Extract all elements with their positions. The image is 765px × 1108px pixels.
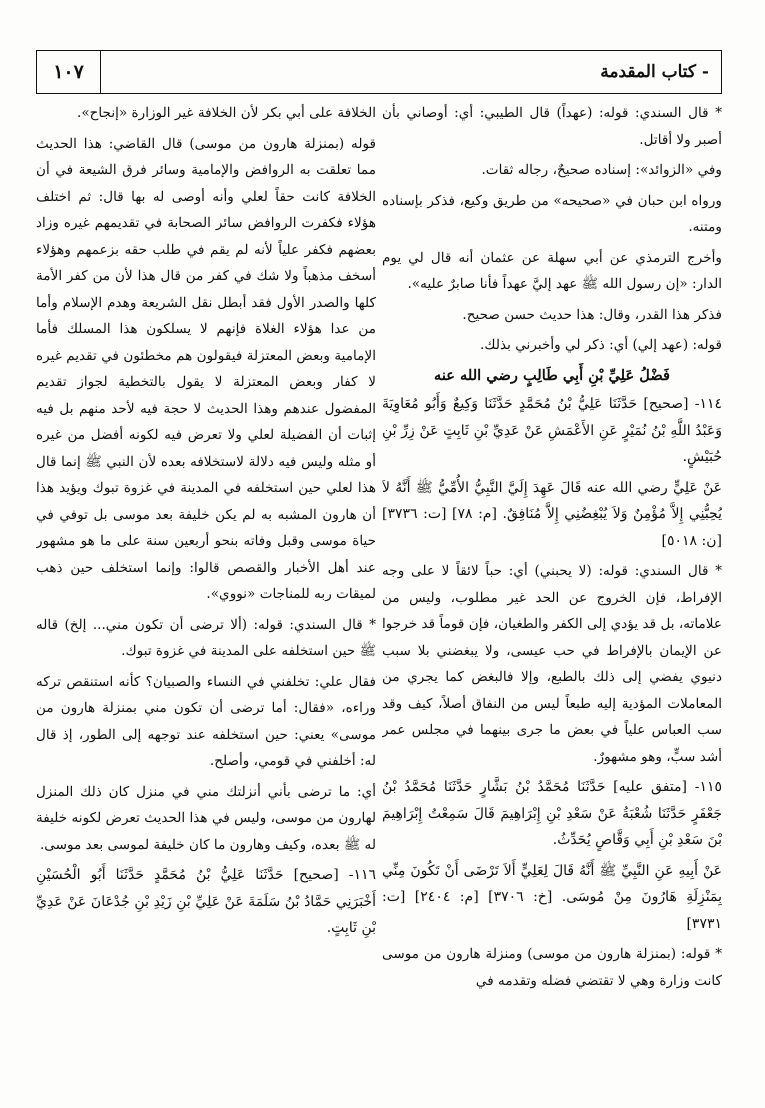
page-header <box>36 50 722 94</box>
hadith-chain: ١١٦- [صحيح] حَدَّثَنَا عَلِيُّ بْنُ مُحَمَّدٍ حَدَّثَنَا أَبُو الْحُسَيْنِ أَخْبَرَنِي حَمَّادُ بْنُ سَلَمَةَ عَنْ عَلِيِّ بْنِ زَيْدِ بْنِ جُدْعَانَ عَنْ عَدِيِّ بْنِ ثَابِتٍ. <box>36 867 376 936</box>
page-number: ١٠٧ <box>37 51 101 93</box>
commentary-paragraph: وفي «الزوائد»: إسناده صحيحٌ، رجاله ثقات. <box>481 162 722 178</box>
chapter-title: - كتاب المقدمة <box>600 62 709 82</box>
commentary-paragraph: فذكر هذا القدر، وقال: هذا حديث حسن صحيح. <box>462 306 722 323</box>
hadith-text: عَنْ عَلِيٍّ رضي الله عنه قَالَ عَهِدَ إِلَيَّ النَّبِيُّ الأُمِّيُّ ﷺ أَنَّهُ لاَ يُحِبُّنِي إِلاَّ مُؤْمِنٌ وَلاَ يُبْغِضُنِي إِلاَّ مُنَافِقٌ. [م: ٧٨] [ت: ٣٧٣٦] [ن: ٥٠١٨] <box>382 479 722 549</box>
commentary-paragraph: قوله: (عهد إلي) أي: ذكر لي وأخبرني بذلك. <box>480 337 722 353</box>
commentary-paragraph: الخلافة على أبي بكر لأن الخلافة غير الوزارة «إنجاح». <box>77 105 376 121</box>
right-column <box>382 100 722 1085</box>
commentary-paragraph: وأخرج الترمذي عن أبي سهلة عن عثمان أنه قال لي يوم الدار: «إن رسول الله ﷺ عهد إليَّ عهداً فأنا صابرٌ عليه». <box>382 249 722 292</box>
commentary-paragraph: فقال علي: تخلفني في النساء والصبيان؟ كأنه استنقص تركه وراءه، «فقال: أما ترضى أن تكون مني بمنزلة هارون من موسى» يعني: حين استخلفه عند توجهه إلى الطور، إذ قال له: أخلفني في قومي، وأصلح. <box>36 673 376 769</box>
commentary-paragraph: ورواه ابن حبان في «صحيحه» من طريق وكيع، فذكر بإسناده ومتنه. <box>382 192 722 235</box>
commentary-paragraph: أي: ما ترضى بأني أنزلتك مني في منزل كان ذلك المنزل لهارون من موسى، وليس في هذا الحديث تعرض لكونه خليفة له ﷺ بعده، وكيف وهارون ما كان خليفة لموسى بعد موسى. <box>36 783 376 853</box>
section-heading: فَضْلُ عَلِيِّ بْنِ أَبِي طَالِبٍ رضي الله عنه <box>434 366 670 384</box>
hadith-text: عَنْ أَبِيهِ عَنِ النَّبِيِّ ﷺ أَنَّهُ قَالَ لِعَلِيٍّ أَلاَ تَرْضَى أَنْ تَكُونَ مِنِّي بِمَنْزِلَةِ هَارُونَ مِنْ مُوسَى. [خ: ٣٧٠٦] [م: ٢٤٠٤] [ت: ٣٧٣١] <box>382 862 722 932</box>
commentary-paragraph: * قال السندي: قوله: (لا يحبني) أي: حباً لائقاً لا على وجه الإفراط، فإن الخروج عن الحد غير مطلوب، وليس من علاماته، بل قد يؤدي إلى الكفر والطغيان، فإن قوماً قد خرجوا عن الإيمان بالإفراط في حب عيسى، ولا يبغضني بلا سبب دنيوي يفضي إلى ذلك بالطبع، وإلا فالبغض كما يجري من المعاملات المؤدية إليه طبعاً ليس من النفاق أصلاً، كيف وقد سب العباس علياً في بعض ما جرى بينهما في مجلس عمر أشد سبٍّ، وهو مشهورٌ. <box>382 563 722 765</box>
hadith-chain: ١١٤- [صحيح] حَدَّثَنَا عَلِيُّ بْنُ مُحَمَّدٍ حَدَّثَنَا وَكِيعٌ وَأَبُو مُعَاوِيَةَ وَعَبْدُ اللَّهِ بْنُ نُمَيْرٍ عَنِ الأَعْمَشِ عَنْ عَدِيِّ بْنِ ثَابِتٍ عَنْ زِرِّ بْنِ حُبَيْشٍ. <box>382 396 722 465</box>
left-column <box>36 100 376 1085</box>
hadith-chain: ١١٥- [متفق عليه] حَدَّثَنَا مُحَمَّدُ بْنُ بَشَّارٍ حَدَّثَنَا مُحَمَّدُ بْنُ جَعْفَرٍ حَدَّثَنَا شُعْبَةُ عَنْ سَعْدِ بْنِ إِبْرَاهِيمَ قَالَ سَمِعْتُ إِبْرَاهِيمَ بْنَ سَعْدِ بْنِ أَبِي وَقَّاصٍ يُحَدِّثُ. <box>382 779 722 848</box>
commentary-paragraph: * قال السندي: قوله: (ألا ترضى أن تكون مني... إلخ) قاله ﷺ حين استخلفه على المدينة في غزوة تبوك. <box>36 616 376 659</box>
commentary-paragraph: قوله (بمنزلة هارون من موسى) قال القاضي: هذا الحديث مما تعلقت به الروافض والإمامية وسائر فرق الشيعة في أن الخلافة كانت حقاً لعلي وأنه أوصى له بها قال: ثم اختلف هؤلاء فكفرت الروافض سائر الصحابة في تقديمهم غيره وزاد بعضهم فكفر علياً لأنه لم يقم في طلب حقه بزعمهم وهؤلاء أسخف مذهباً ولا شك في كفر من قال هذا لأن من كفر الأمة كلها والصدر الأول فقد أبطل نقل الشريعة وهدم الإسلام وأما من عدا هؤلاء الغلاة فإنهم لا يسلكون هذا المسلك فأما الإمامية وبعض المعتزلة فيقولون هم مخطئون في تقديم غيره لا كفار وبعض المعتزلة لا يقول بالتخطية لجواز تقديم المفضول عندهم وهذا الحديث لا حجة فيه لأحد منهم بل فيه إثبات أن الفضيلة لعلي ولا تعرض فيه لكونه أفضل من غيره أو مثله وليس فيه دلالة لاستخلافه بعده لأن النبي ﷺ إنما قال هذا لعلي حين استخلفه في المدينة في غزوة تبوك ويؤيد هذا أن هارون المشبه به لم يكن خليفة بعد موسى بل توفي في حياة موسى وقبل وفاته بنحو أربعين سنة على ما هو مشهور عند أهل الأخبار والقصص قالوا: وإنما استخلف حين ذهب لميقات ربه للمناجات «نووي». <box>36 135 376 602</box>
commentary-paragraph: * قال السندي: قوله: (عهداً) قال الطيبي: أي: أوصاني بأن أصبر ولا أقاتل. <box>382 105 722 148</box>
commentary-paragraph: * قوله: (بمنزلة هارون من موسى) ومنزلة هارون من موسى كانت وزارة وهي لا تقتضي فضله وتقدمه في <box>382 946 722 989</box>
